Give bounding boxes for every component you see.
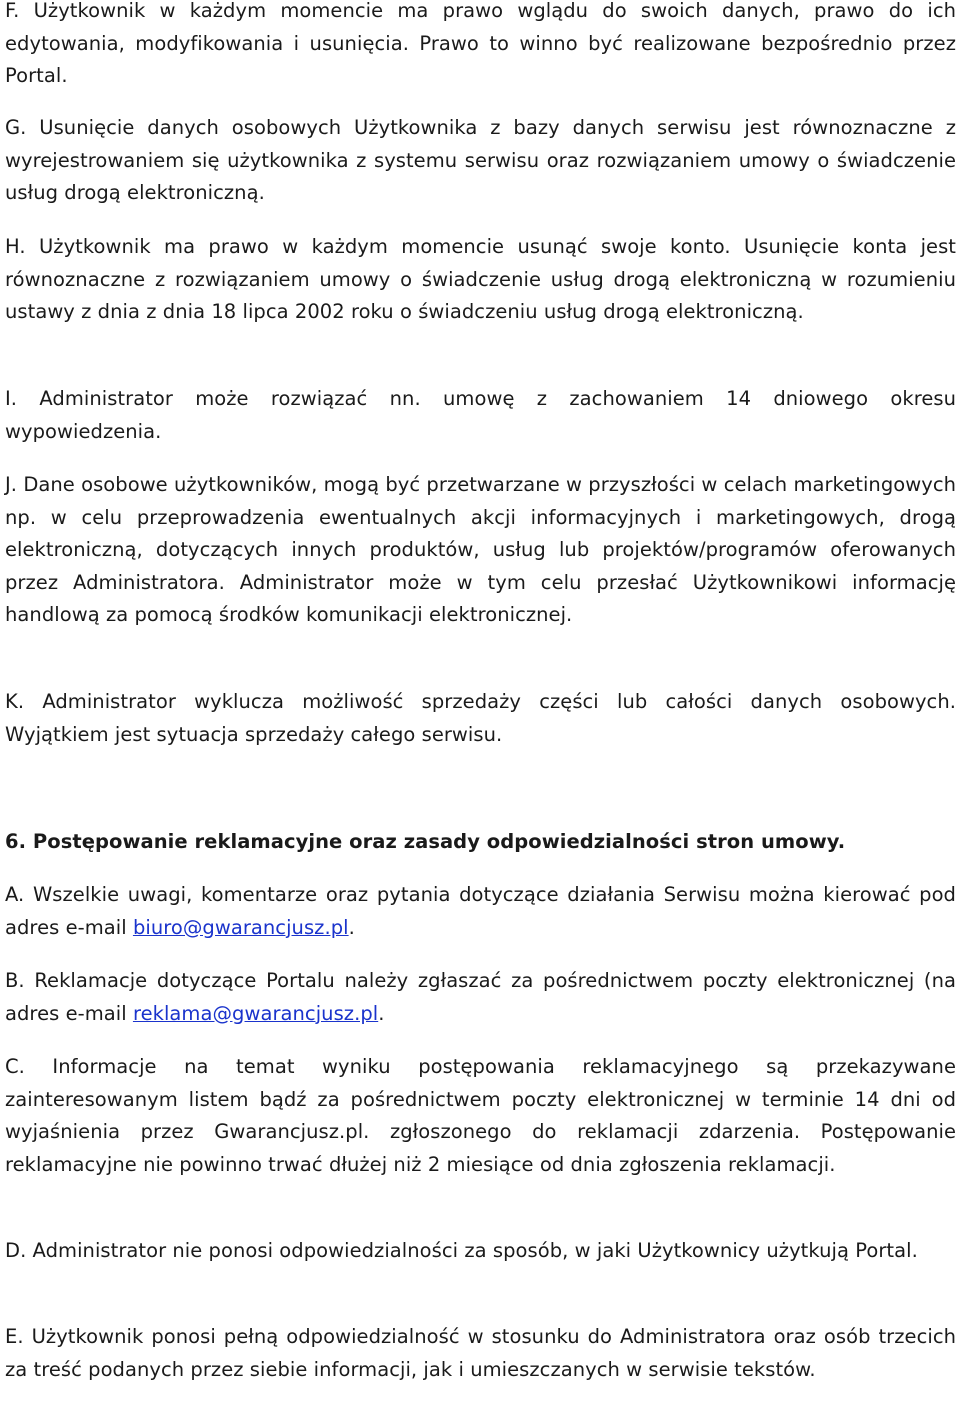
paragraph-i: I. Administrator może rozwiązać nn. umowę z zachowaniem 14 dniowego okresu wypowiedzenia.	[5, 387, 956, 443]
paragraph-6e: E. Użytkownik ponosi pełną odpowiedzialność w stosunku do Administratora oraz osób trzecich za treść podanych przez siebie informacji, jak i umieszczanych w serwisie tekstów.	[5, 1325, 956, 1381]
paragraph-6a-tail: .	[348, 915, 355, 939]
section-heading: 6. Postępowanie reklamacyjne oraz zasady odpowiedzialności stron umowy.	[5, 830, 846, 853]
paragraph-k: K. Administrator wyklucza możliwość sprzedaży części lub całości danych osobowych. Wyjątkiem jest sytuacja sprzedaży całego serwisu.	[5, 690, 956, 746]
paragraph-j: J. Dane osobowe użytkowników, mogą być przetwarzane w przyszłości w celach marketingowych np. w celu przeprowadzenia ewentualnych akcji informacyjnych i marketingowych, drogą elektroniczną, dotyczących innych produktów, usług lub projektów/programów oferowanych przez Administratora. Administrator może w tym celu przesłać Użytkownikowi informację handlową za pomocą środków komunikacji elektronicznej.	[5, 473, 956, 627]
paragraph-6a-text: A. Wszelkie uwagi, komentarze oraz pytania dotyczące działania Serwisu można kierować pod adres e-mail	[5, 883, 956, 939]
paragraph-6b	[5, 965, 956, 1030]
paragraph-6d: D. Administrator nie ponosi odpowiedzialności za sposób, w jaki Użytkownicy użytkują Portal.	[5, 1239, 918, 1262]
paragraph-6b-text: B. Reklamacje dotyczące Portalu należy zgłaszać za pośrednictwem poczty elektronicznej (na adres e-mail	[5, 969, 956, 1025]
email-link-reklama[interactable]: reklama@gwarancjusz.pl	[132, 1001, 379, 1025]
paragraph-f: F. Użytkownik w każdym momencie ma prawo wglądu do swoich danych, prawo do ich edytowania, modyfikowania i usunięcia. Prawo to winno być realizowane bezpośrednio przez Portal.	[5, 0, 956, 88]
paragraph-6c: C. Informacje na temat wyniku postępowania reklamacyjnego są przekazywane zainteresowanym listem bądź za pośrednictwem poczty elektronicznej w terminie 14 dni od wyjaśnienia przez Gwarancjusz.pl. zgłoszonego do reklamacji zdarzenia. Postępowanie reklamacyjne nie powinno trwać dłużej niż 2 miesiące od dnia zgłoszenia reklamacji.	[5, 1055, 956, 1176]
paragraph-g: G. Usunięcie danych osobowych Użytkownika z bazy danych serwisu jest równoznaczne z wyrejestrowaniem się użytkownika z systemu serwisu oraz rozwiązaniem umowy o świadczenie usług drogą elektroniczną.	[5, 116, 956, 205]
email-link-biuro[interactable]: biuro@gwarancjusz.pl	[132, 915, 349, 939]
paragraph-h: H. Użytkownik ma prawo w każdym momencie usunąć swoje konto. Usunięcie konta jest równoznaczne z rozwiązaniem umowy o świadczenie usług drogą elektroniczną w rozumieniu ustawy z dnia z dnia 18 lipca 2002 roku o świadczeniu usług drogą elektroniczną.	[5, 235, 956, 324]
paragraph-6b-tail: .	[378, 1001, 385, 1025]
paragraph-6a	[5, 879, 956, 944]
